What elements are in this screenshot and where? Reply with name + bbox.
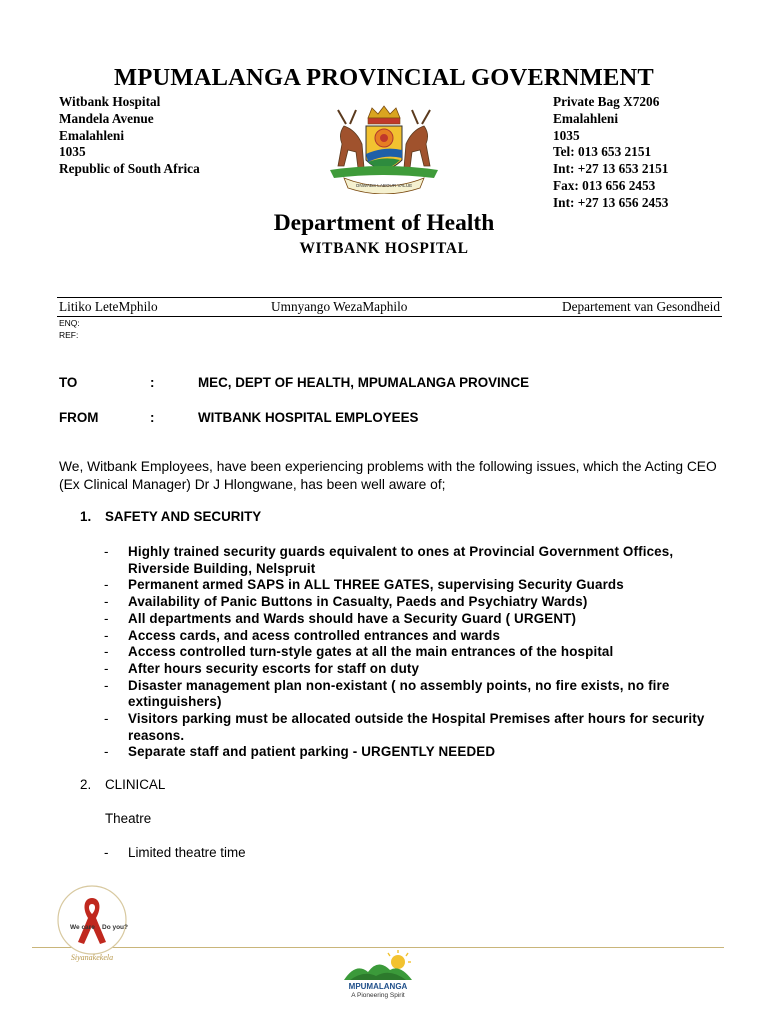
badge-right-text: Do you?: [102, 924, 128, 931]
list-item-text: Highly trained security guards equivalent to ones at Provincial Government Offices, Riverside Building, Nelspruit: [128, 544, 674, 576]
list-item: [0, 594, 768, 611]
list-item: [0, 577, 768, 594]
reference-field: REF:: [59, 330, 79, 340]
list-item: [0, 711, 768, 744]
contact-line: Int: +27 13 653 2151: [553, 161, 669, 177]
section-heading: [0, 509, 768, 527]
hospital-address: [59, 94, 200, 178]
logo-tagline: A Pioneering Spirit: [351, 992, 405, 999]
address-line: Emalahleni: [59, 127, 125, 143]
bullet-dash: -: [104, 677, 109, 693]
bullet-dash: -: [104, 644, 109, 660]
badge-left-text: We care: [70, 924, 95, 931]
section-title: CLINICAL: [105, 777, 166, 792]
bullet-dash: -: [104, 660, 109, 676]
subheading-theatre: Theatre: [105, 811, 152, 826]
bullet-dash: -: [104, 627, 109, 643]
bullet-dash: -: [104, 744, 109, 760]
bullet-dash: -: [104, 711, 109, 727]
list-item-text: Visitors parking must be allocated outside the Hospital Premises after hours for security reasons.: [128, 711, 705, 743]
coat-of-arms-icon: [316, 104, 452, 194]
section-number: 2.: [80, 777, 92, 792]
list-item: [0, 544, 768, 577]
contact-line: Fax: 013 656 2453: [553, 177, 656, 193]
government-title: MPUMALANGA PROVINCIAL GOVERNMENT: [114, 64, 654, 91]
divider-top: [57, 297, 722, 298]
department-title: Department of Health: [273, 210, 495, 236]
bullet-dash: -: [104, 610, 109, 626]
dept-name-isizulu: Umnyango WezaMaphilo: [271, 299, 408, 314]
enquiry-field: ENQ:: [59, 318, 80, 328]
list-item: [0, 661, 768, 678]
contact-line: Tel: 013 653 2151: [553, 144, 652, 160]
memo-to-row: [0, 375, 768, 393]
section-title: SAFETY AND SECURITY: [105, 509, 262, 524]
aids-ribbon-badge-icon: [48, 884, 132, 964]
from-value: WITBANK HOSPITAL EMPLOYEES: [198, 410, 419, 425]
contact-line: Emalahleni: [553, 110, 619, 126]
list-item: [0, 744, 768, 761]
memo-from-row: [0, 410, 768, 428]
list-item-text: All departments and Wards should have a Security Guard ( URGENT): [128, 610, 577, 626]
security-bullet-list: [0, 544, 768, 761]
list-item-text: Disaster management plan non-existant ( no assembly points, no fire exists, no fire extinguishers): [128, 677, 670, 710]
bullet-dash: -: [104, 594, 109, 610]
address-line: Republic of South Africa: [59, 161, 200, 177]
to-label: TO: [59, 375, 78, 390]
list-item-text: After hours security escorts for staff on duty: [128, 660, 420, 676]
section-heading: [0, 777, 768, 795]
list-item: [0, 611, 768, 628]
section-number: 1.: [80, 509, 92, 524]
to-value: MEC, DEPT OF HEALTH, MPUMALANGA PROVINCE: [198, 375, 530, 390]
to-colon: :: [150, 375, 155, 390]
bullet-dash: -: [104, 544, 109, 559]
list-item: [0, 644, 768, 661]
list-item-text: Limited theatre time: [128, 845, 246, 860]
list-item-text: Separate staff and patient parking - URGENTLY NEEDED: [128, 744, 496, 760]
list-item-text: Availability of Panic Buttons in Casualty, Paeds and Psychiatry Wards): [128, 594, 588, 610]
address-line: Mandela Avenue: [59, 110, 154, 126]
bullet-dash: -: [104, 577, 109, 593]
address-line: 1035: [59, 144, 86, 160]
from-colon: :: [150, 410, 155, 425]
hospital-subtitle: WITBANK HOSPITAL: [299, 240, 469, 257]
list-item: [0, 678, 768, 711]
crest-motto: ONWABS LABOUR VALUE: [355, 183, 413, 188]
list-item: [0, 628, 768, 645]
divider-bottom: [57, 316, 722, 317]
contact-details: [553, 94, 668, 212]
contact-line: Int: +27 13 656 2453: [553, 194, 669, 210]
dept-name-siswati: Litiko LeteMphilo: [59, 299, 158, 314]
mpumalanga-logo-icon: [336, 948, 420, 1000]
intro-paragraph: We, Witbank Employees, have been experiencing problems with the following issues, which the Acting CEO (Ex Clinical Manager) Dr J Hlongwane, has been well aware of;: [59, 459, 717, 492]
bullet-dash: -: [104, 845, 109, 860]
list-item-text: Access cards, and acess controlled entrances and wards: [128, 627, 501, 643]
logo-name: MPUMALANGA: [348, 982, 408, 991]
list-item: [0, 845, 768, 863]
list-item-text: Access controlled turn-style gates at all the main entrances of the hospital: [128, 644, 614, 660]
contact-line: 1035: [553, 127, 580, 143]
badge-script-text: Siyanakekela: [70, 953, 114, 962]
list-item-text: Permanent armed SAPS in ALL THREE GATES, supervising Security Guards: [128, 577, 624, 593]
dept-name-afrikaans: Departement van Gesondheid: [561, 299, 720, 314]
contact-line: Private Bag X7206: [553, 94, 660, 109]
address-line: Witbank Hospital: [59, 94, 161, 109]
from-label: FROM: [59, 410, 99, 425]
